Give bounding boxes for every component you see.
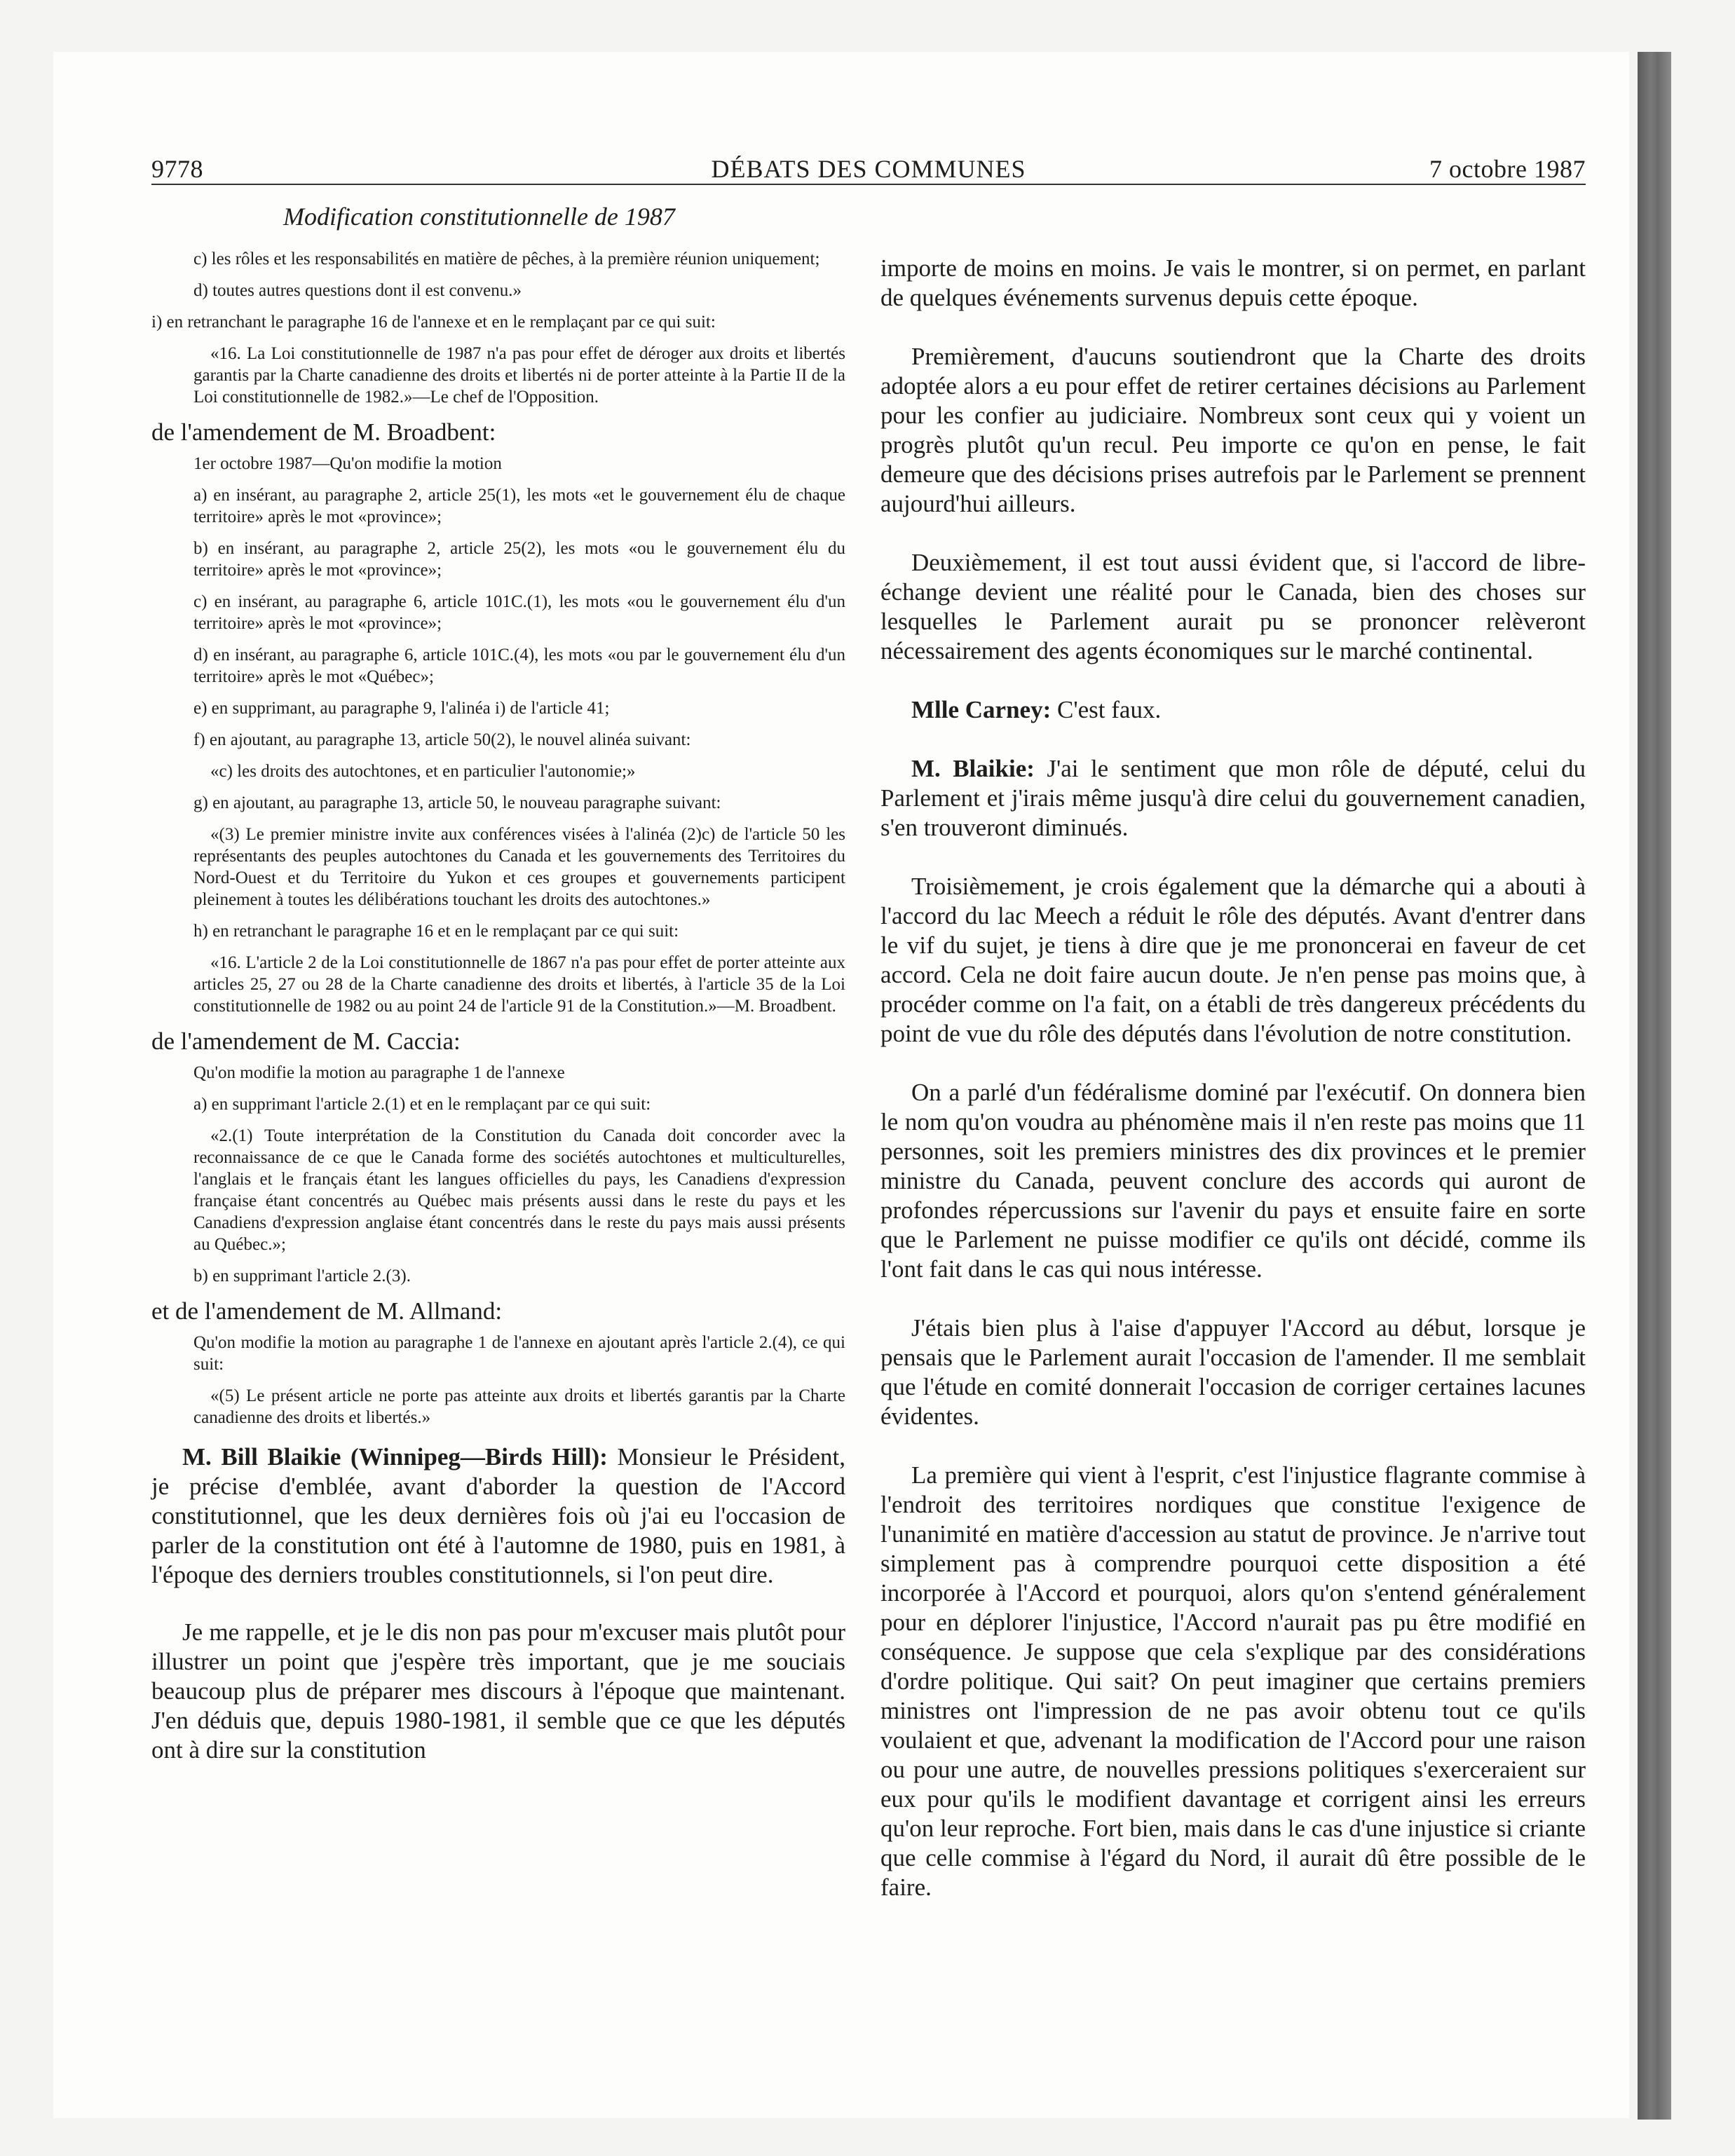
broadbent-g-quote: «(3) Le premier ministre invite aux conférences visées à l'alinéa (2)c) de l'article 50 les représentants des peuples autochtones du Canada et les gouvernements des Territoires du Nord-Ouest et du Territoire du Yukon et ces groupes et gouvernements participent pleinement à toutes les délibérations touchant les droits des autochtones.» [193,825,845,909]
paragraph-continued: importe de moins en moins. Je vais le montrer, si on permet, en parlant de quelques événements survenus depuis cette époque. [880,254,1586,311]
paragraph-federalisme: On a parlé d'un fédéralisme dominé par l'exécutif. On donnera bien le nom qu'on voudra au phénomène mais il n'en reste pas moins que 11 personnes, soit les premiers ministres des dix provinces et le premier ministre du Canada, peuvent conclure des accords qui auront de profondes répercussions sur l'avenir du pays et ensuite faire en sorte que le Parlement ne puisse modifier ce qu'ils ont décidé, comme ils l'ont fait dans le cas qui nous intéresse. [880,1079,1586,1283]
carney-text: C'est faux. [1056,696,1162,723]
caccia-item-b: b) en supprimant l'article 2.(3). [193,1267,411,1285]
paragraph-aise: J'étais bien plus à l'aise d'appuyer l'Accord au début, lorsque je pensais que le Parlement aurait l'occasion de l'amender. Il me semblait que l'étude en comité donnerait l'occasion de corriger certaines lacunes évidentes. [880,1314,1586,1430]
caccia-intro: Qu'on modifie la motion au paragraphe 1 de l'annexe [193,1063,565,1082]
allmand-heading: et de l'amendement de M. Allmand: [151,1297,503,1325]
speaker-name: M. Bill Blaikie (Winnipeg—Birds Hill): [182,1443,608,1471]
paragraph-premiere: La première qui vient à l'esprit, c'est l'injustice flagrante commise à l'endroit des territoires nordiques que constitue l'exigence de l'unanimité en matière d'accession au statut de province. Je n'arrive tout simplement pas à comprendre pourquoi cette disposition a été incorporée à l'Accord et pourquoi, alors qu'on s'entend généralement pour en déplorer l'injustice, l'Accord n'aurait pas pu être modifié en conséquence. Je suppose que cela s'explique par des considérations d'ordre politique. Qui sait? On peut imaginer que certains premiers ministres ont l'impression de ne pas avoir obtenu tout ce qu'ils voulaient et que, advenant la modification de l'Accord pour une raison ou pour une autre, de nouvelles pressions politiques s'exerceraient sur eux pour qu'ils le modifient davantage et corrigent ainsi les erreurs qu'on leur reproche. Fort bien, mais dans le cas d'une injustice si criante que celle commise à l'égard du Nord, il aurait dû être possible de le faire. [880,1461,1586,1901]
broadbent-item-c: c) en insérant, au paragraphe 6, article 101C.(1), les mots «ou le gouvernement élu d'un territoire» après le mot «province»; [193,592,845,633]
carney-interjection [880,695,1586,725]
allmand-intro: Qu'on modifie la motion au paragraphe 1 de l'annexe en ajoutant après l'article 2.(4), ce qui suit: [193,1333,845,1374]
book-spine [1638,52,1671,2120]
broadbent-item-h: h) en retranchant le paragraphe 16 et en le remplaçant par ce qui suit: [193,922,679,941]
left-column [151,202,845,1793]
section-title: Modification constitutionnelle de 1987 [283,203,675,231]
blaikie-paragraph-1 [151,1442,845,1590]
paragraph-troisiemement: Troisièmement, je crois également que la démarche qui a abouti à l'accord du lac Meech a réduit le rôle des députés. Avant d'entrer dans le vif du sujet, je tiens à dire que je me prononcerai en faveur de cet accord. Cela ne doit faire aucun doute. Je n'en pense pas moins que, à procéder comme on l'a fait, on a établi de très dangereux précédents du point de vue du rôle des députés dans l'évolution de notre constitution. [880,873,1586,1047]
item-i: i) en retranchant le paragraphe 16 de l'annexe et en le remplaçant par ce qui suit: [151,313,716,332]
broadbent-item-d: d) en insérant, au paragraphe 6, article 101C.(4), les mots «ou par le gouvernement élu d'un territoire» après le mot «Québec»; [193,646,845,686]
broadbent-item-f: f) en ajoutant, au paragraphe 13, article 50(2), le nouvel alinéa suivant: [193,730,691,749]
caccia-a-quote: «2.(1) Toute interprétation de la Constitution du Canada doit concorder avec la reconnaissance de ce que le Canada forme des sociétés autochtones et multiculturelles, l'anglais et le français étant les langues officielles du pays, les Canadiens d'expression française étant concentrés au Québec mais présents aussi dans le reste du pays et les Canadiens d'expression anglaise étant concentrés dans le reste du pays mais aussi présents au Québec.»; [193,1126,845,1254]
caccia-item-a: a) en supprimant l'article 2.(1) et en le remplaçant par ce qui suit: [193,1095,651,1114]
blaikie-reply [880,754,1586,842]
broadbent-heading: de l'amendement de M. Broadbent: [151,418,496,446]
speaker-name: Mlle Carney: [911,696,1052,723]
broadbent-f-quote: «c) les droits des autochtones, et en particulier l'autonomie;» [210,762,636,781]
item-c: c) les rôles et les responsabilités en matière de pêches, à la première réunion uniquement; [193,250,820,268]
page-number: 9778 [151,155,203,183]
quote-16-opposition: «16. La Loi constitutionnelle de 1987 n'a pas pour effet de déroger aux droits et libertés garantis par la Charte canadienne des droits et libertés ni de porter atteinte à la Partie II de la Loi constitutionnelle de 1982.»—Le chef de l'Opposition. [193,344,845,407]
blaikie-reply-text: J'ai le sentiment que mon rôle de député, celui du Parlement et j'irais même jusqu'à dire celui du gouvernement canadien, s'en trouveront diminués. [880,755,1586,841]
broadbent-date: 1er octobre 1987—Qu'on modifie la motion [193,454,502,473]
paragraph-premierement: Premièrement, d'aucuns soutiendront que la Charte des droits adoptée alors a eu pour effet de retirer certaines décisions au Parlement pour les confier au judiciaire. Nombreux sont ceux qui y voient un progrès plutôt qu'un recul. Peu importe ce qu'on en pense, le fait demeure que des décisions prises autrefois par le Parlement se prennent aujourd'hui ailleurs. [880,343,1586,517]
page-header [151,154,1586,185]
allmand-quote: «(5) Le présent article ne porte pas atteinte aux droits et libertés garantis par la Charte canadienne des droits et libertés.» [193,1386,845,1427]
header-rule [151,184,1586,185]
broadbent-h-quote: «16. L'article 2 de la Loi constitutionnelle de 1867 n'a pas pour effet de porter atteinte aux articles 25, 27 ou 28 de la Charte canadienne des droits et libertés, à l'article 35 de la Loi constitutionnelle de 1982 ou au point 24 de l'article 91 de la Constitution.»—M. Broadbent. [193,953,845,1016]
caccia-heading: de l'amendement de M. Caccia: [151,1028,461,1055]
broadbent-item-a: a) en insérant, au paragraphe 2, article 25(1), les mots «et le gouvernement élu de chaque territoire» après le mot «province»; [193,486,845,526]
publication-title: DÉBATS DES COMMUNES [711,155,1026,183]
paragraph-deuxiemement: Deuxièmement, il est tout aussi évident que, si l'accord de libre-échange devient une réalité pour le Canada, bien des choses sur lesquelles le Parlement aurait pu se prononcer relèveront nécessairement des agents économiques sur le marché continental. [880,549,1586,664]
item-d: d) toutes autres questions dont il est convenu.» [193,281,522,300]
broadbent-item-g: g) en ajoutant, au paragraphe 13, article 50, le nouveau paragraphe suivant: [193,793,721,812]
broadbent-item-e: e) en supprimant, au paragraphe 9, l'alinéa i) de l'article 41; [193,699,610,718]
blaikie-paragraph-2: Je me rappelle, et je le dis non pas pour m'excuser mais plutôt pour illustrer un point que j'espère très important, que je me souciais beaucoup plus de préparer mes discours à l'époque que maintenant. J'en déduis que, depuis 1980-1981, il semble que ce que les députés ont à dire sur la constitution [151,1618,845,1763]
blaikie-p1-text: Monsieur le Président, je précise d'emblée, avant d'aborder la question de l'Accord constitutionnel, que les deux dernières fois où j'ai eu l'occasion de parler de la constitution ont été à l'automne de 1980, puis en 1981, à l'époque des derniers troubles constitutionnels, si l'on peut dire. [151,1443,845,1588]
speaker-name: M. Blaikie: [911,755,1035,782]
broadbent-item-b: b) en insérant, au paragraphe 2, article 25(2), les mots «ou le gouvernement élu du territoire» après le mot «province»; [193,539,845,580]
right-column [880,254,1586,1932]
page-date: 7 octobre 1987 [1429,155,1586,183]
